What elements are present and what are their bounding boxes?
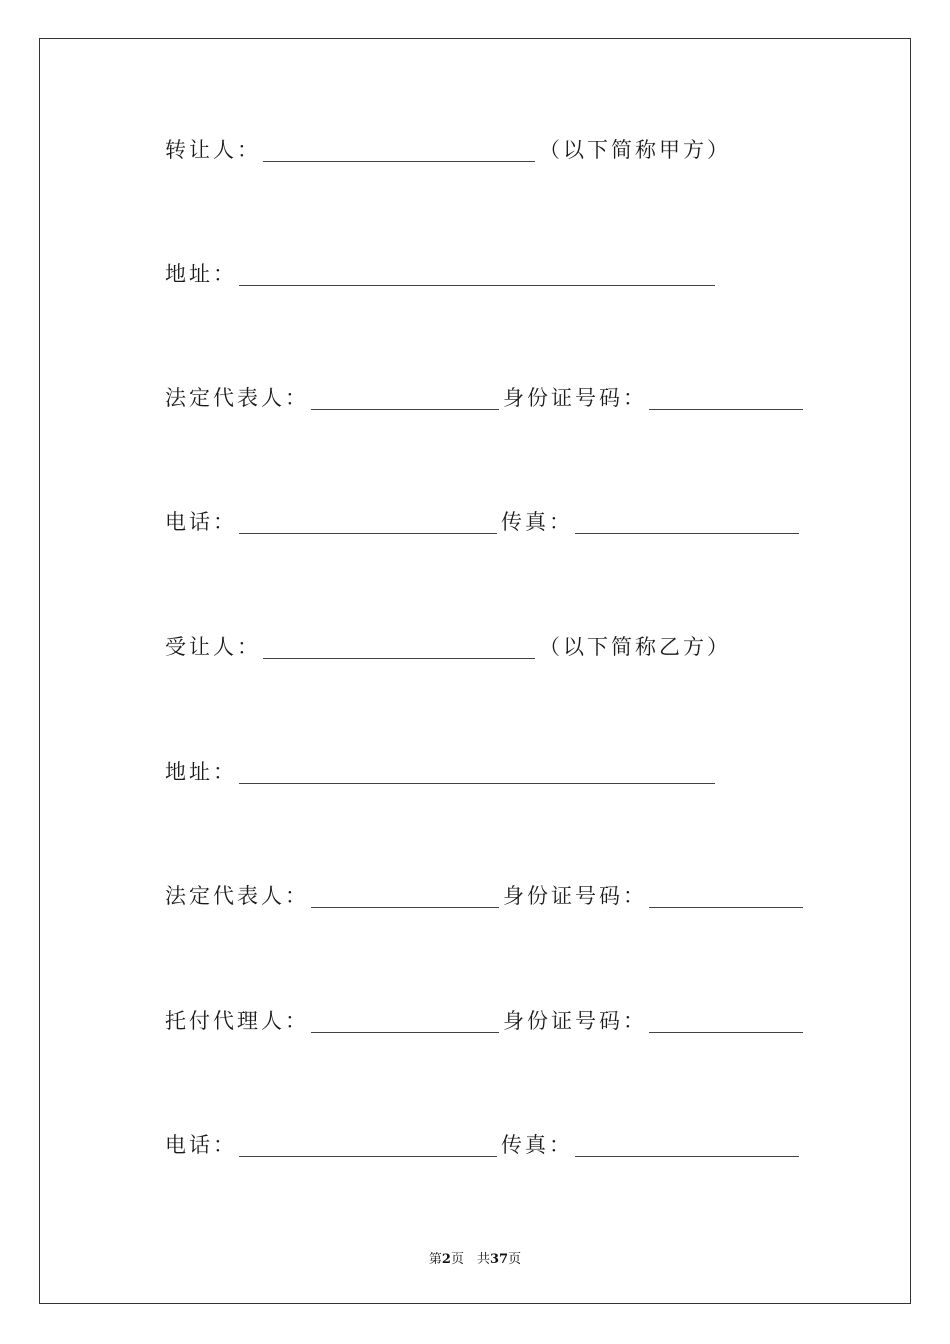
id-number-label: 身份证号码： bbox=[503, 1009, 647, 1033]
transferee-phone-row bbox=[165, 1129, 803, 1159]
transferee-suffix: （以下简称乙方） bbox=[539, 635, 731, 659]
transferee-blank[interactable] bbox=[263, 636, 535, 659]
transferor-rep-row bbox=[165, 382, 807, 412]
page-mid: 页 共 bbox=[450, 1252, 490, 1267]
address-blank[interactable] bbox=[239, 761, 715, 784]
fax-blank[interactable] bbox=[575, 1134, 799, 1157]
transferor-suffix: （以下简称甲方） bbox=[539, 138, 731, 162]
phone-label: 电话： bbox=[165, 510, 237, 534]
transferor-blank[interactable] bbox=[263, 139, 535, 162]
id-number-blank[interactable] bbox=[649, 885, 803, 908]
phone-blank[interactable] bbox=[239, 511, 497, 534]
page-border bbox=[39, 38, 911, 1304]
transferee-rep-row bbox=[165, 880, 807, 910]
page-prefix: 第 bbox=[428, 1252, 442, 1267]
address-label: 地址： bbox=[165, 262, 237, 286]
fax-blank[interactable] bbox=[575, 511, 799, 534]
transferee-row bbox=[165, 631, 731, 661]
legal-rep-label: 法定代表人： bbox=[165, 884, 309, 908]
transferee-agent-row bbox=[165, 1005, 807, 1035]
transferee-address-row bbox=[165, 756, 719, 786]
page-suffix: 页 bbox=[508, 1252, 522, 1267]
address-blank[interactable] bbox=[239, 263, 715, 286]
transferor-label: 转让人： bbox=[165, 138, 261, 162]
id-number-blank[interactable] bbox=[649, 1010, 803, 1033]
transferee-label: 受让人： bbox=[165, 635, 261, 659]
fax-label: 传真： bbox=[501, 1133, 573, 1157]
legal-rep-blank[interactable] bbox=[311, 885, 499, 908]
page-current: 2 bbox=[441, 1252, 451, 1267]
transferor-phone-row bbox=[165, 506, 803, 536]
phone-label: 电话： bbox=[165, 1133, 237, 1157]
address-label: 地址： bbox=[165, 760, 237, 784]
legal-rep-blank[interactable] bbox=[311, 387, 499, 410]
id-number-blank[interactable] bbox=[649, 387, 803, 410]
phone-blank[interactable] bbox=[239, 1134, 497, 1157]
id-number-label: 身份证号码： bbox=[503, 386, 647, 410]
page-footer bbox=[0, 1248, 950, 1267]
id-number-label: 身份证号码： bbox=[503, 884, 647, 908]
agent-blank[interactable] bbox=[311, 1010, 499, 1033]
transferor-row bbox=[165, 134, 731, 164]
page-total: 37 bbox=[489, 1252, 509, 1267]
fax-label: 传真： bbox=[501, 510, 573, 534]
transferor-address-row bbox=[165, 258, 719, 288]
legal-rep-label: 法定代表人： bbox=[165, 386, 309, 410]
agent-label: 托付代理人： bbox=[165, 1009, 309, 1033]
